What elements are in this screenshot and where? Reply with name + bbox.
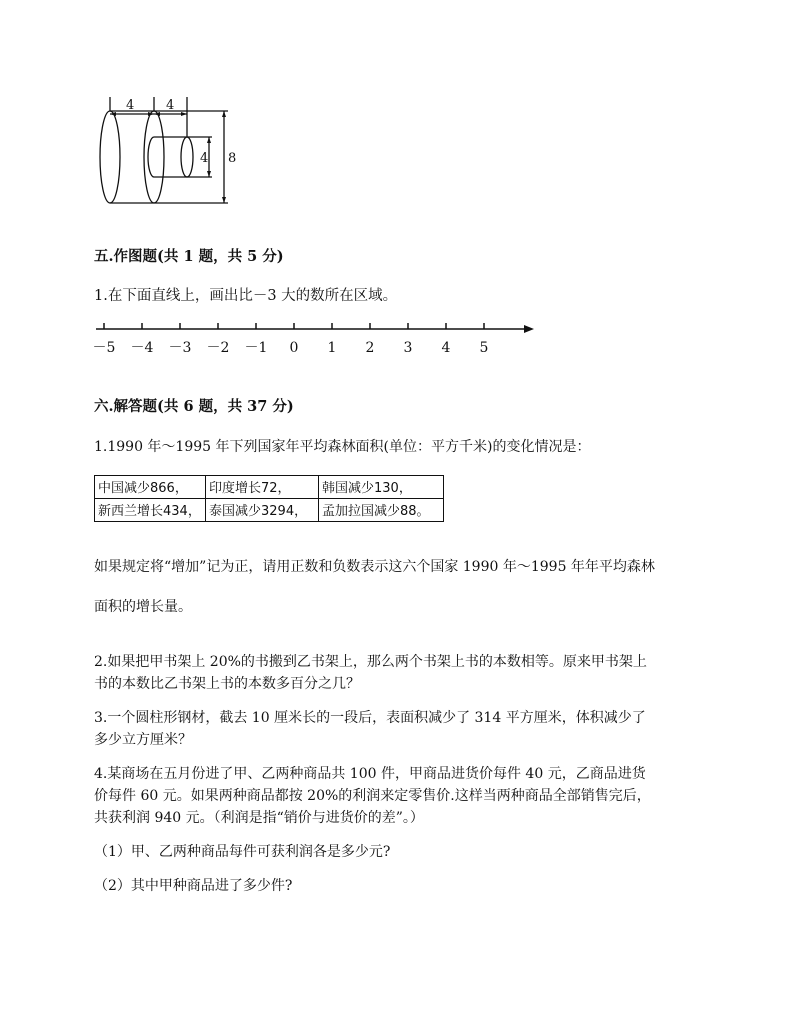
number-line-label: 4 <box>441 340 451 356</box>
table-cell: 泰国减少3294， <box>206 499 319 522</box>
table-cell: 印度增长72， <box>206 476 319 499</box>
question-2-line-2: 书的本数比乙书架上书的本数多百分之几？ <box>94 676 360 692</box>
question-3-line-1: 3.一个圆柱形钢材，截去 10 厘米长的一段后，表面积减少了 314 平方厘米，体积减少了 <box>94 710 646 726</box>
question-4-sub-2: （2）其中甲种商品进了多少件? <box>94 878 293 894</box>
question-1-line-1: 如果规定将“增加”记为正，请用正数和负数表示这六个国家 1990 年～1995 年年平均森林 <box>94 559 655 575</box>
number-line-label: 1 <box>327 340 337 356</box>
number-line-label: －2 <box>206 340 230 356</box>
table-cell: 新西兰增长434， <box>95 499 206 522</box>
table-cell: 韩国减少130， <box>319 476 444 499</box>
table-row <box>95 476 444 499</box>
question-4-line-1: 4.某商场在五月份进了甲、乙两种商品共 100 件，甲商品进货价每件 40 元，乙商品进货 <box>94 766 646 782</box>
section-5-heading: 五.作图题(共 1 题，共 5 分) <box>94 248 284 265</box>
number-line-label: 5 <box>479 340 489 356</box>
dim-top-left: 4 <box>126 98 135 113</box>
question-1-line-2: 面积的增长量。 <box>94 599 192 615</box>
question-2-line-1: 2.如果把甲书架上 20%的书搬到乙书架上，那么两个书架上书的本数相等。原来甲书架上 <box>94 654 647 670</box>
number-line-label: 3 <box>403 340 413 356</box>
table-cell: 中国减少866， <box>95 476 206 499</box>
number-line-label: 0 <box>289 340 299 356</box>
number-line-label: －1 <box>244 340 268 356</box>
forest-area-table <box>94 475 444 522</box>
number-line-label: －5 <box>92 340 116 356</box>
number-line <box>92 318 542 360</box>
dim-top-right: 4 <box>166 98 175 113</box>
dim-inner-height: 4 <box>200 151 209 166</box>
question-3-line-2: 多少立方厘米？ <box>94 732 192 748</box>
number-line-label: －4 <box>130 340 154 356</box>
table-row <box>95 499 444 522</box>
question-4-line-3: 共获利润 940 元。（利润是指“销价与进货价的差”。） <box>94 810 424 826</box>
question-4-line-2: 价每件 60 元。如果两种商品都按 20%的利润来定零售价.这样当两种商品全部销售完后， <box>94 788 651 804</box>
section-5-question-1: 1.在下面直线上，画出比－3 大的数所在区域。 <box>94 288 398 304</box>
section-6-heading: 六.解答题(共 6 题，共 37 分) <box>94 398 294 415</box>
cylinder-figure <box>92 92 252 217</box>
dim-outer-height: 8 <box>228 151 237 166</box>
question-1-intro: 1.1990 年～1995 年下列国家年平均森林面积(单位：平方千米)的变化情况是： <box>94 439 591 455</box>
number-line-label: －3 <box>168 340 192 356</box>
number-line-label: 2 <box>365 340 375 356</box>
table-cell: 孟加拉国减少88。 <box>319 499 444 522</box>
question-4-sub-1: （1）甲、乙两种商品每件可获利润各是多少元? <box>94 844 391 860</box>
arrow-right-icon <box>524 325 534 333</box>
